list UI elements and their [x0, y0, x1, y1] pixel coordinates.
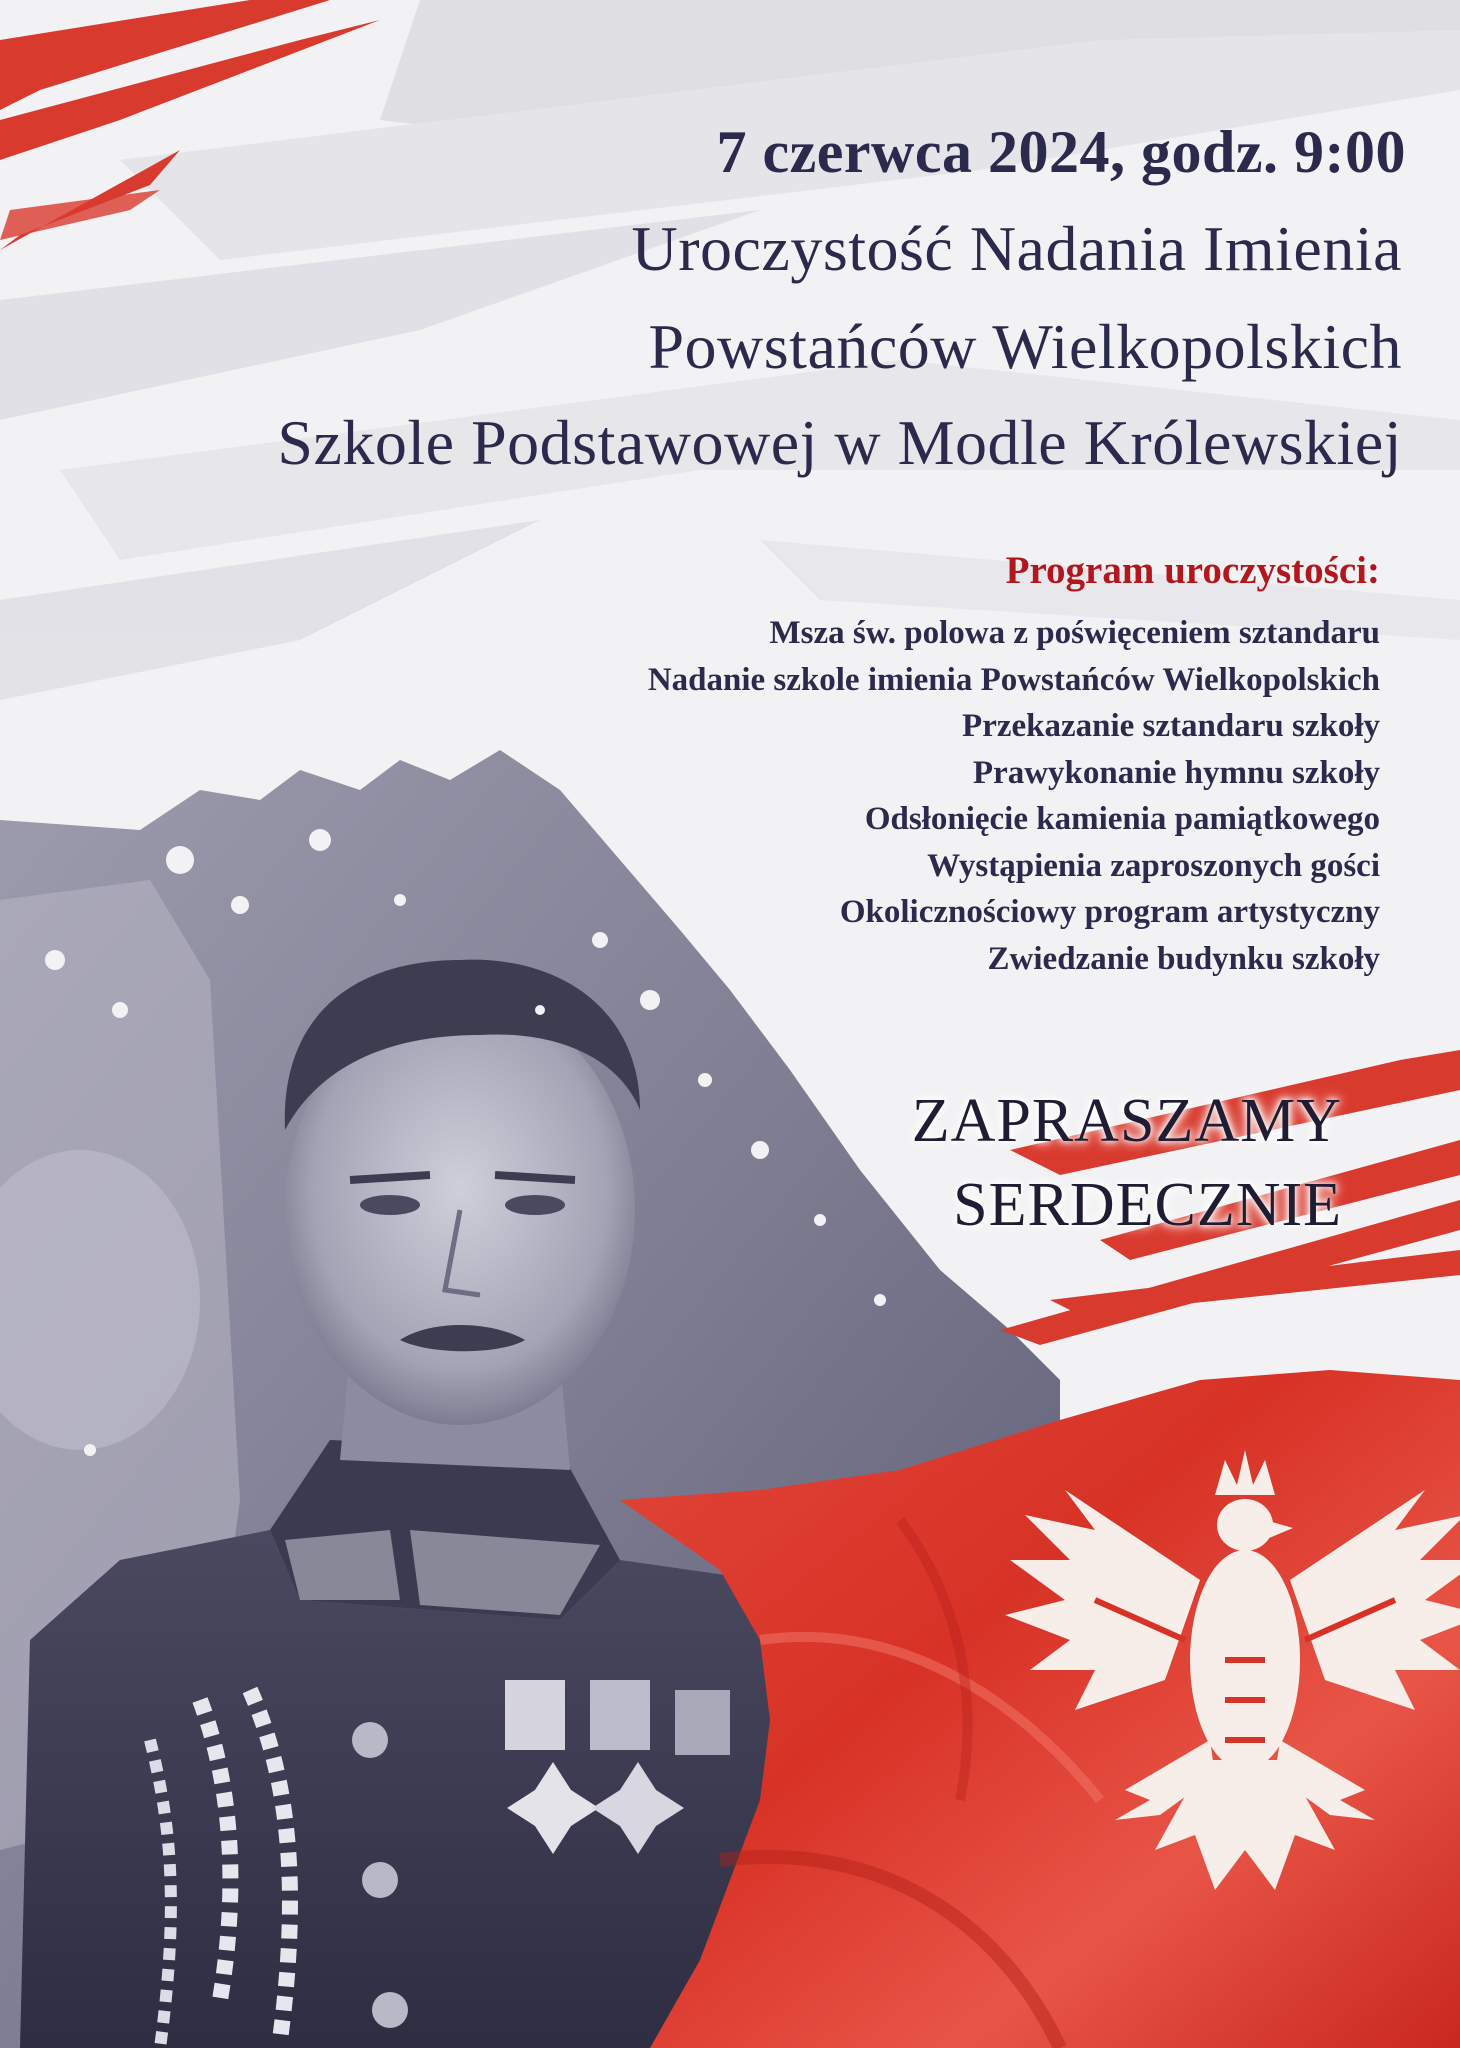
program-list — [648, 610, 1380, 982]
event-date-time: 7 czerwca 2024, godz. 9:00 — [716, 119, 1406, 185]
program-item: Wystąpienia zaproszonych gości — [927, 847, 1380, 884]
program-item: Msza św. polowa z poświęceniem sztandaru — [769, 615, 1380, 651]
invitation-line-2: SERDECZNIE — [953, 1171, 1342, 1239]
title-line-2: Powstańców Wielkopolskich — [648, 311, 1402, 382]
title-line-1: Uroczystość Nadania Imienia — [631, 213, 1402, 284]
program-heading: Program uroczystości: — [1005, 549, 1380, 592]
program-item: Odsłonięcie kamienia pamiątkowego — [864, 801, 1380, 837]
program-item: Przekazanie sztandaru szkoły — [962, 708, 1380, 744]
title-line-3: Szkole Podstawowej w Modle Królewskiej — [277, 407, 1402, 478]
program-item: Zwiedzanie budynku szkoły — [987, 940, 1380, 977]
program-item: Prawykonanie hymnu szkoły — [972, 754, 1380, 791]
program-item: Okolicznościowy program artystyczny — [839, 894, 1380, 930]
program-item: Nadanie szkole imienia Powstańców Wielkopolskich — [647, 661, 1380, 698]
invitation-line-1: ZAPRASZAMY — [911, 1087, 1342, 1155]
